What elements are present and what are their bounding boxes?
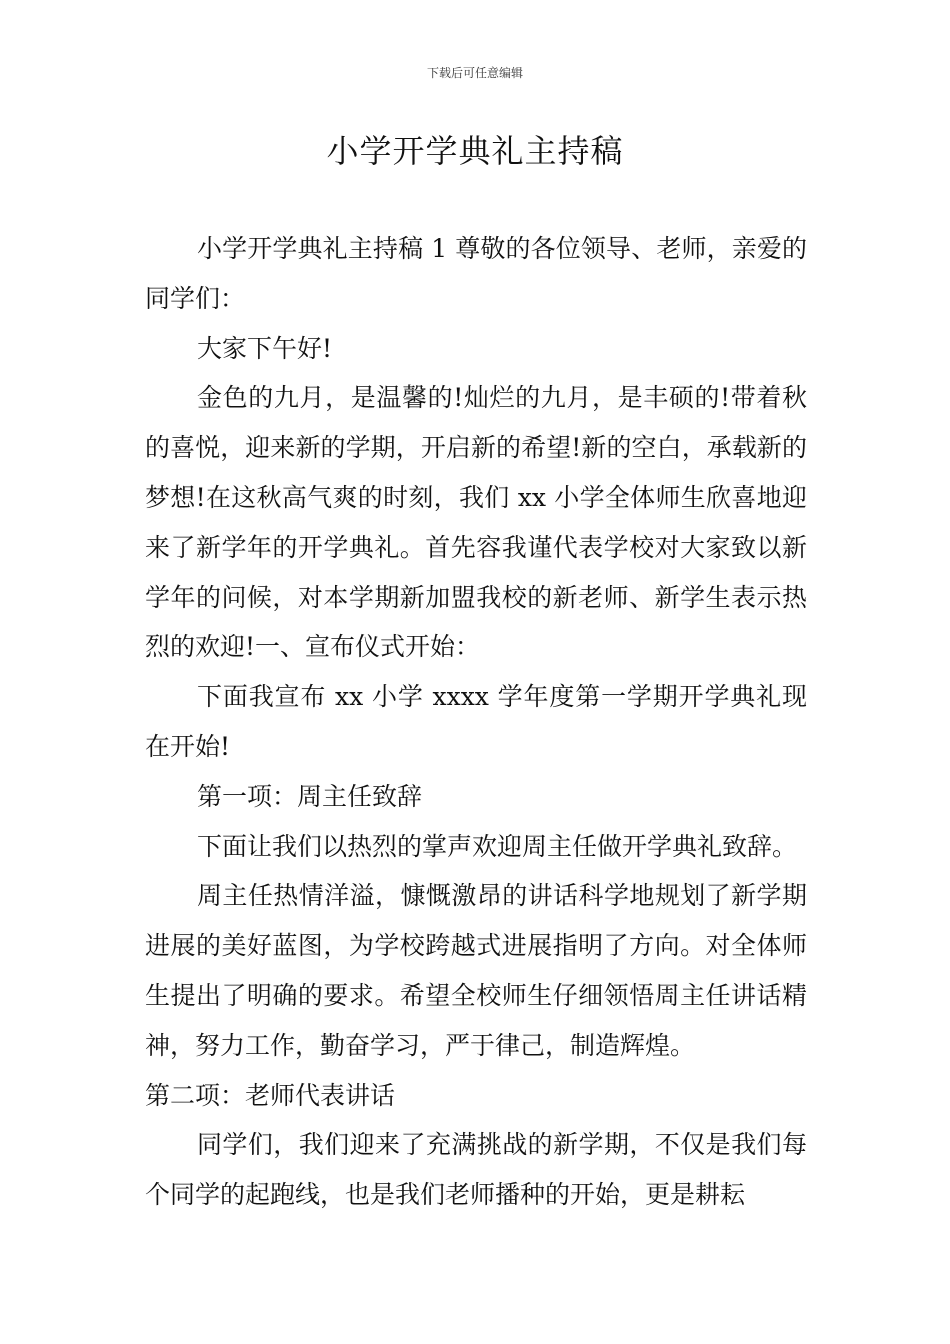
paragraph: 第一项：周主任致辞: [197, 781, 423, 811]
paragraph: 金色的九月，是温馨的!灿烂的九月，是丰硕的!带着秋的喜悦，迎来新的学期，开启新的希望!新的空白，承载新的梦想!在这秋高气爽的时刻，我们 xx 小学全体师生欣喜地迎来了新学年的开学典礼。首先容我谨代表学校对大家致以新学年的问候，对本学期新加盟我校的新老师、新学生表示热烈的欢迎!一、宣布仪式开始：: [145, 383, 807, 662]
paragraph: 周主任热情洋溢，慷慨激昂的讲话科学地规划了新学期进展的美好蓝图，为学校跨越式进展指明了方向。对全体师生提出了明确的要求。希望全校师生仔细领悟周主任讲话精神，努力工作，勤奋学习，严于律己，制造辉煌。: [145, 881, 807, 1060]
header-note: 下载后可任意编辑: [426, 66, 523, 80]
paragraph: 大家下午好!: [197, 333, 333, 363]
section-heading: 第二项：老师代表讲话: [145, 1080, 396, 1110]
paragraph: 下面我宣布 xx 小学 xxxx 学年度第一学期开学典礼现在开始!: [145, 682, 807, 761]
paragraph: 小学开学典礼主持稿 1 尊敬的各位领导、老师，亲爱的同学们：: [145, 234, 807, 313]
document-body: [145, 224, 807, 1220]
paragraph: 下面让我们以热烈的掌声欢迎周主任做开学典礼致辞。: [197, 831, 798, 861]
document-title: 小学开学典礼主持稿: [326, 132, 624, 170]
paragraph: 同学们，我们迎来了充满挑战的新学期，不仅是我们每个同学的起跑线，也是我们老师播种的开始，更是耕耘: [145, 1130, 807, 1210]
